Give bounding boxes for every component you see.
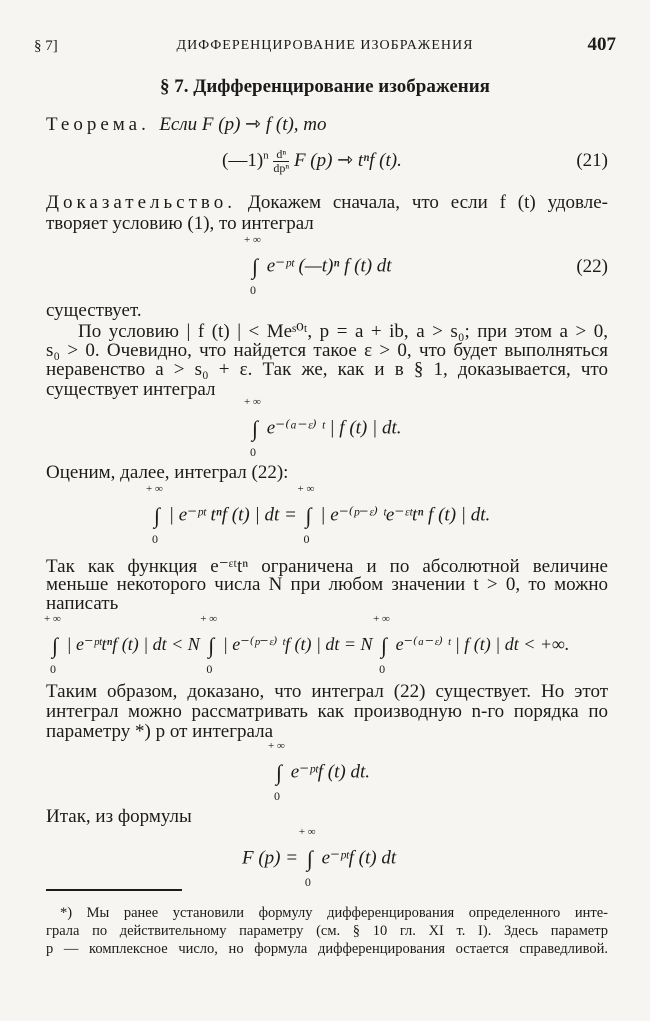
- section-heading: § 7. Дифференцирование изображения: [160, 76, 490, 97]
- proof-line-15: Итак, из формулы: [46, 806, 192, 827]
- proof-label: Доказательство.: [46, 192, 236, 213]
- running-head: [34, 34, 616, 60]
- eq21-power: n: [263, 149, 269, 162]
- eq21-number: (21): [576, 150, 608, 171]
- equation-e: [268, 740, 608, 803]
- eq-d-part-1: | e⁻ᵖᵗtⁿf (t) | dt < N: [66, 634, 200, 655]
- theorem-label: Теорема.: [46, 114, 150, 135]
- eq21-den: dpⁿ: [273, 161, 290, 175]
- eq-c-right: | e⁻⁽ᵖ⁻ᵋ⁾ ᵗe⁻ᵋᵗtⁿ f (t) | dt.: [320, 504, 491, 526]
- eq22-number: (22): [576, 256, 608, 277]
- equation-22: [244, 234, 608, 297]
- integral-sign: + ∞ ∫ 0: [268, 740, 285, 803]
- proof-line-12: Таким образом, доказано, что интеграл (22) существует. Но этот: [46, 681, 608, 702]
- integral-sign: + ∞ ∫ 0: [298, 826, 316, 889]
- integral-sign: + ∞ ∫ 0: [373, 613, 390, 676]
- proof-line-13: интеграл можно рассматривать как производную n-го порядка по: [46, 701, 608, 722]
- equation-f: [242, 826, 608, 889]
- eq21-sign: (—1): [222, 149, 264, 171]
- footnote-line-1: *) Мы ранее установили формулу дифференцирования определенного инте-: [60, 905, 608, 921]
- eq-d-part-2: | e⁻⁽ᵖ⁻ᵋ⁾ ᵗf (t) | dt = N: [222, 634, 373, 655]
- integral-sign: + ∞ ∫ 0: [297, 483, 315, 546]
- equation-d: [44, 613, 608, 676]
- theorem-text: Если F (p) ⇾ f (t), то: [159, 114, 327, 135]
- eq21-num: dⁿ: [273, 148, 289, 162]
- eq-f-body: e⁻ᵖᵗf (t) dt: [321, 847, 397, 869]
- proof-line-3: существует.: [46, 300, 142, 321]
- proof-line-1: [46, 192, 608, 214]
- footnote-line-3: p — комплексное число, но формула дифференцирования остается справедливой.: [46, 941, 608, 957]
- integral-sign: + ∞ ∫ 0: [244, 234, 261, 297]
- eq21-right: F (p) ⇾ tⁿf (t).: [293, 149, 402, 171]
- eq-f-left: F (p) =: [242, 847, 299, 869]
- proof-line-2: творяет условию (1), то интеграл: [46, 213, 314, 234]
- proof-line-14: параметру *) p от интеграла: [46, 721, 274, 742]
- proof-line-1-text: Докажем сначала, что если f (t) удовле-: [247, 192, 609, 213]
- integral-sign: + ∞ ∫ 0: [44, 613, 61, 676]
- eq-c-left: | e⁻ᵖᵗ tⁿf (t) | dt =: [168, 504, 297, 526]
- theorem-statement: [46, 113, 608, 136]
- integral-sign: + ∞ ∫ 0: [244, 396, 261, 459]
- running-head-section: § 7]: [34, 38, 58, 54]
- proof-line-11: написать: [46, 593, 119, 614]
- equation-21: [222, 148, 608, 175]
- equation-b: [244, 396, 608, 459]
- eq22-body: e⁻ᵖᵗ (—t)ⁿ f (t) dt: [266, 255, 392, 277]
- proof-line-7: существует интеграл: [46, 379, 216, 400]
- integral-sign: + ∞ ∫ 0: [146, 483, 163, 546]
- footnote-line-2: грала по действительному параметру (см. § 10 гл. XI т. I). Здесь параметр: [46, 923, 608, 939]
- proof-line-6: неравенство a > s₀ + ε. Так же, как и в § 1, доказывается, что: [46, 359, 608, 380]
- running-head-title: ДИФФЕРЕНЦИРОВАНИЕ ИЗОБРАЖЕНИЯ: [176, 38, 474, 53]
- proof-line-5: s₀ > 0. Очевидно, что найдется такое ε > 0, что будет выполняться: [46, 340, 608, 361]
- equation-c: [146, 483, 608, 546]
- footnote-rule: [46, 889, 182, 891]
- page-number: 407: [587, 34, 616, 55]
- proof-line-4: По условию | f (t) | < Meˢ⁰ᵗ, p = a + ib, a > s₀; при этом a > 0,: [78, 321, 608, 342]
- proof-line-8: Оценим, далее, интеграл (22):: [46, 462, 289, 483]
- proof-line-9: Так как функция e⁻ᵋᵗtⁿ ограничена и по абсолютной величине: [46, 556, 608, 577]
- eq-d-part-3: e⁻⁽ᵃ⁻ᵋ⁾ ᵗ | f (t) | dt < +∞.: [395, 634, 570, 655]
- eq-e-body: e⁻ᵖᵗf (t) dt.: [290, 761, 371, 783]
- eq21-derivative: [273, 148, 289, 175]
- integral-sign: + ∞ ∫ 0: [200, 613, 218, 676]
- proof-line-10: меньше некоторого числа N при любом значении t > 0, то можно: [46, 574, 608, 595]
- eq-b-body: e⁻⁽ᵃ⁻ᵋ⁾ ᵗ | f (t) | dt.: [266, 417, 402, 439]
